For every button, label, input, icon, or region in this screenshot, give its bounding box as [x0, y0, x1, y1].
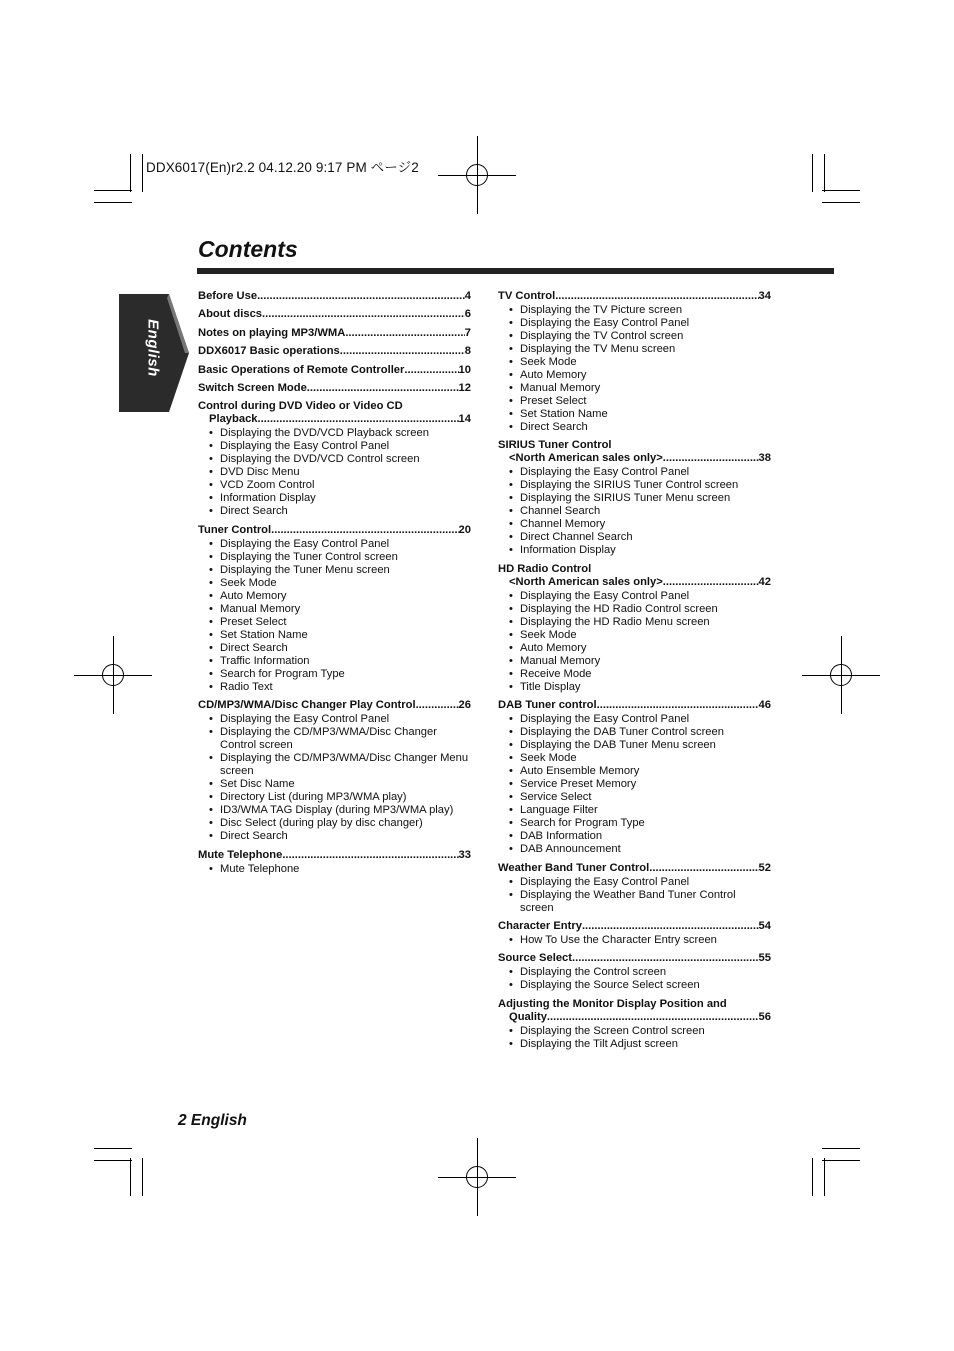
title-rule [197, 268, 834, 274]
toc-subitem[interactable]: • Preset Select [498, 395, 771, 408]
crop-mark [824, 1158, 825, 1196]
dot-leader [340, 345, 465, 358]
toc-subitem[interactable]: • Manual Memory [198, 603, 471, 616]
dot-leader [663, 576, 759, 589]
crop-mark [130, 1158, 131, 1196]
toc-column-right [498, 290, 771, 1056]
toc-subitem[interactable]: • Displaying the CD/MP3/WMA/Disc Changer Menu screen [198, 752, 471, 778]
toc-subitem[interactable]: • Language Filter [498, 804, 771, 817]
toc-subitem[interactable]: • Displaying the SIRIUS Tuner Control screen [498, 479, 771, 492]
toc-subitem[interactable]: • Radio Text [198, 681, 471, 694]
registration-mark-left [74, 636, 152, 714]
toc-entry [498, 290, 771, 434]
toc-page-number: 55 [758, 952, 771, 965]
toc-subitem[interactable]: • Seek Mode [198, 577, 471, 590]
toc-entry-title[interactable]: Basic Operations of Remote Controller [198, 363, 405, 376]
toc-page-number: 14 [458, 413, 471, 426]
toc-entry [198, 524, 471, 694]
dot-leader [663, 452, 759, 465]
toc-subitem[interactable]: • Displaying the HD Radio Menu screen [498, 616, 771, 629]
toc-page-number: 20 [458, 523, 471, 536]
toc-page-number: 54 [758, 919, 771, 932]
dot-leader [307, 382, 459, 395]
toc-subitem[interactable]: • Displaying the TV Picture screen [498, 304, 771, 317]
toc-page-number: 26 [458, 699, 471, 712]
toc-subitem[interactable]: • Displaying the Tuner Menu screen [198, 564, 471, 577]
toc-subitem[interactable]: • Mute Telephone [198, 863, 471, 876]
crop-mark [142, 1158, 143, 1196]
toc-subitem[interactable]: • Displaying the Control screen [498, 966, 771, 979]
dot-leader [582, 920, 759, 933]
toc-entry [498, 998, 771, 1051]
toc-subitem[interactable]: • Traffic Information [198, 655, 471, 668]
toc-page-number: 6 [464, 308, 471, 321]
dot-leader [262, 308, 465, 321]
toc-subitem[interactable]: • Displaying the DVD/VCD Control screen [198, 453, 471, 466]
toc-subitem[interactable]: • Directory List (during MP3/WMA play) [198, 791, 471, 804]
toc-subitems [498, 466, 771, 557]
toc-subitem[interactable]: • Displaying the Screen Control screen [498, 1025, 771, 1038]
toc-subitem[interactable]: • Direct Search [198, 642, 471, 655]
toc-entry-title[interactable]: DDX6017 Basic operations [198, 345, 340, 358]
toc-subitem[interactable]: • Displaying the Easy Control Panel [198, 713, 471, 726]
toc-subitem[interactable]: • Direct Search [198, 830, 471, 843]
toc-page-number: 52 [758, 861, 771, 874]
toc-subitem[interactable]: • Displaying the CD/MP3/WMA/Disc Changer Control screen [198, 726, 471, 752]
toc-subitem[interactable]: • Search for Program Type [198, 668, 471, 681]
toc-subitems [498, 1025, 771, 1051]
toc-entry-title[interactable]: Before Use [198, 290, 258, 302]
toc-subitem[interactable]: • Displaying the DAB Tuner Menu screen [498, 739, 771, 752]
toc-page-number: 7 [464, 326, 471, 339]
dot-leader [258, 413, 459, 426]
crop-mark [142, 154, 143, 192]
toc-subitem[interactable]: • Direct Search [198, 505, 471, 518]
toc-entry [198, 849, 471, 876]
toc-page-number: 46 [758, 699, 771, 712]
toc-entry-title[interactable]: CD/MP3/WMA/Disc Changer Play Control [198, 699, 416, 712]
toc-subitem[interactable]: • Search for Program Type [498, 817, 771, 830]
crop-mark [812, 1158, 813, 1196]
toc-subitem[interactable]: • DAB Information [498, 830, 771, 843]
toc-entry [498, 699, 771, 856]
toc-subitem[interactable]: • Receive Mode [498, 668, 771, 681]
toc-page-number: 8 [464, 345, 471, 358]
toc-subitems [498, 934, 771, 947]
toc-subitem[interactable]: • Manual Memory [498, 655, 771, 668]
toc-subitem[interactable]: • Displaying the Easy Control Panel [498, 317, 771, 330]
toc-subitem[interactable]: • Displaying the Tilt Adjust screen [498, 1038, 771, 1051]
toc-page-number: 56 [758, 1010, 771, 1023]
language-tab-label: English [144, 319, 162, 377]
toc-subitem[interactable]: • Displaying the HD Radio Control screen [498, 603, 771, 616]
crop-mark [94, 190, 132, 191]
toc-subitems [498, 304, 771, 434]
toc-subitem[interactable]: • Channel Memory [498, 518, 771, 531]
toc-subitem[interactable]: • Auto Memory [498, 642, 771, 655]
crop-mark [94, 1148, 132, 1149]
toc-subitem[interactable]: • Channel Search [498, 505, 771, 518]
toc-subitems [498, 876, 771, 915]
language-tab [119, 294, 189, 412]
toc-subitem[interactable]: • ID3/WMA TAG Display (during MP3/WMA play) [198, 804, 471, 817]
toc-entry-title[interactable]: Switch Screen Mode [198, 381, 307, 394]
toc-entry [198, 327, 471, 340]
toc-subitem[interactable]: • Set Station Name [198, 629, 471, 642]
toc-entry [498, 563, 771, 694]
toc-subitem[interactable]: • How To Use the Character Entry screen [498, 934, 771, 947]
toc-subitem[interactable]: • Auto Memory [198, 590, 471, 603]
toc-subitem[interactable]: • Disc Select (during play by disc changer) [198, 817, 471, 830]
toc-entry-title[interactable]: Notes on playing MP3/WMA [198, 326, 346, 339]
crop-mark [130, 154, 131, 192]
toc-subitem[interactable]: • Direct Search [498, 421, 771, 434]
crop-mark [822, 202, 860, 203]
toc-subitem[interactable]: • Preset Select [198, 616, 471, 629]
dot-leader [597, 699, 759, 712]
dot-leader [416, 699, 459, 712]
toc-entry [198, 364, 471, 377]
toc-subitem[interactable]: • Displaying the Easy Control Panel [498, 466, 771, 479]
toc-entry [198, 290, 471, 303]
toc-subitems [498, 966, 771, 992]
print-slug: DDX6017(En)r2.2 04.12.20 9:17 PM ページ2 [146, 160, 419, 175]
toc-entry-title[interactable]: About discs [198, 308, 263, 321]
toc-subitem[interactable]: • Displaying the SIRIUS Tuner Menu screen [498, 492, 771, 505]
toc-page-number: 34 [758, 290, 771, 302]
crop-mark [822, 190, 860, 191]
dot-leader [547, 1011, 759, 1024]
toc-subitems [198, 713, 471, 843]
registration-mark-top [438, 136, 516, 214]
toc-entry-title-continued[interactable]: Playback [209, 413, 258, 426]
toc-page-number: 4 [464, 290, 471, 302]
toc-subitem[interactable]: • Displaying the Easy Control Panel [198, 440, 471, 453]
toc-column-left [198, 290, 471, 881]
toc-entry-title[interactable]: Character Entry [498, 919, 582, 932]
toc-entry-title[interactable]: Tuner Control [198, 523, 272, 536]
toc-subitems [198, 538, 471, 694]
toc-entry [198, 382, 471, 395]
toc-subitem[interactable]: • Seek Mode [498, 752, 771, 765]
toc-subitem[interactable]: • Displaying the TV Menu screen [498, 343, 771, 356]
toc-subitem[interactable]: • Title Display [498, 681, 771, 694]
crop-mark [824, 154, 825, 192]
toc-entry [198, 400, 471, 518]
toc-entry-title-continued[interactable]: <North American sales only> [509, 452, 663, 465]
toc-subitem[interactable]: • Displaying the Easy Control Panel [498, 713, 771, 726]
toc-entry-title[interactable]: TV Control [498, 290, 556, 302]
toc-subitems [498, 713, 771, 856]
dot-leader [282, 849, 458, 862]
toc-subitem[interactable]: • Direct Channel Search [498, 531, 771, 544]
toc-subitem[interactable]: • Information Display [498, 544, 771, 557]
toc-subitem[interactable]: • Service Select [498, 791, 771, 804]
page-title: Contents [198, 236, 298, 262]
toc-entry [198, 699, 471, 843]
crop-mark [822, 1148, 860, 1149]
toc-page-number: 12 [458, 381, 471, 394]
toc-page-number: 42 [758, 575, 771, 588]
toc-subitem[interactable]: • Displaying the Weather Band Tuner Control screen [498, 889, 771, 915]
toc-page-number: 38 [758, 452, 771, 465]
toc-subitem[interactable]: • Displaying the TV Control screen [498, 330, 771, 343]
dot-leader [404, 364, 458, 377]
toc-subitem[interactable]: • Auto Memory [498, 369, 771, 382]
toc-subitem[interactable]: • Manual Memory [498, 382, 771, 395]
dot-leader [572, 952, 759, 965]
dot-leader [257, 290, 465, 303]
toc-page-number: 33 [458, 848, 471, 861]
toc-entry-title[interactable]: Mute Telephone [198, 848, 283, 861]
toc-entry-title[interactable]: Control during DVD Video or Video CD [198, 400, 403, 413]
toc-subitem[interactable]: • Set Disc Name [198, 778, 471, 791]
toc-entry-title-continued[interactable]: Quality [509, 1010, 547, 1023]
crop-mark [94, 1160, 132, 1161]
toc-subitem[interactable]: • Set Station Name [498, 408, 771, 421]
toc-entry-title[interactable]: DAB Tuner control [498, 699, 597, 712]
toc-subitem[interactable]: • Displaying the DAB Tuner Control screen [498, 726, 771, 739]
toc-subitems [198, 427, 471, 518]
dot-leader [345, 327, 464, 340]
toc-entry [498, 439, 771, 557]
toc-entry-title[interactable]: HD Radio Control [498, 562, 592, 575]
toc-subitem[interactable]: • Displaying the Easy Control Panel [198, 538, 471, 551]
toc-entry [198, 345, 471, 358]
toc-subitems [498, 590, 771, 694]
toc-subitem[interactable]: • Service Preset Memory [498, 778, 771, 791]
dot-leader [649, 862, 758, 875]
crop-mark [94, 202, 132, 203]
toc-subitem[interactable]: • Displaying the DVD/VCD Playback screen [198, 427, 471, 440]
toc-entry-title[interactable]: Weather Band Tuner Control [498, 861, 650, 874]
toc-subitems [198, 863, 471, 876]
toc-subitem[interactable]: • Displaying the Source Select screen [498, 979, 771, 992]
toc-entry [498, 862, 771, 915]
crop-mark [822, 1160, 860, 1161]
toc-subitem[interactable]: • VCD Zoom Control [198, 479, 471, 492]
toc-subitem[interactable]: • Displaying the Easy Control Panel [498, 876, 771, 889]
toc-entry-title-continued[interactable]: <North American sales only> [509, 575, 663, 588]
toc-subitem[interactable]: • DAB Announcement [498, 843, 771, 856]
toc-subitem[interactable]: • Seek Mode [498, 629, 771, 642]
dot-leader [555, 290, 758, 303]
toc-subitem[interactable]: • Auto Ensemble Memory [498, 765, 771, 778]
toc-entry [498, 920, 771, 947]
toc-subitem[interactable]: • Information Display [198, 492, 471, 505]
toc-entry-title[interactable]: Source Select [498, 952, 572, 965]
toc-subitem[interactable]: • Seek Mode [498, 356, 771, 369]
toc-entry-title[interactable]: SIRIUS Tuner Control [498, 439, 612, 452]
registration-mark-right [802, 636, 880, 714]
toc-entry [498, 952, 771, 992]
toc-subitem[interactable]: • Displaying the Easy Control Panel [498, 590, 771, 603]
toc-entry [198, 308, 471, 321]
page-footer: 2 English [178, 1112, 247, 1129]
crop-mark [812, 154, 813, 192]
toc-subitem[interactable]: • DVD Disc Menu [198, 466, 471, 479]
registration-mark-bottom [438, 1138, 516, 1216]
toc-page-number: 10 [458, 363, 471, 376]
toc-subitem[interactable]: • Displaying the Tuner Control screen [198, 551, 471, 564]
dot-leader [271, 524, 458, 537]
toc-entry-title[interactable]: Adjusting the Monitor Display Position and [498, 997, 727, 1010]
